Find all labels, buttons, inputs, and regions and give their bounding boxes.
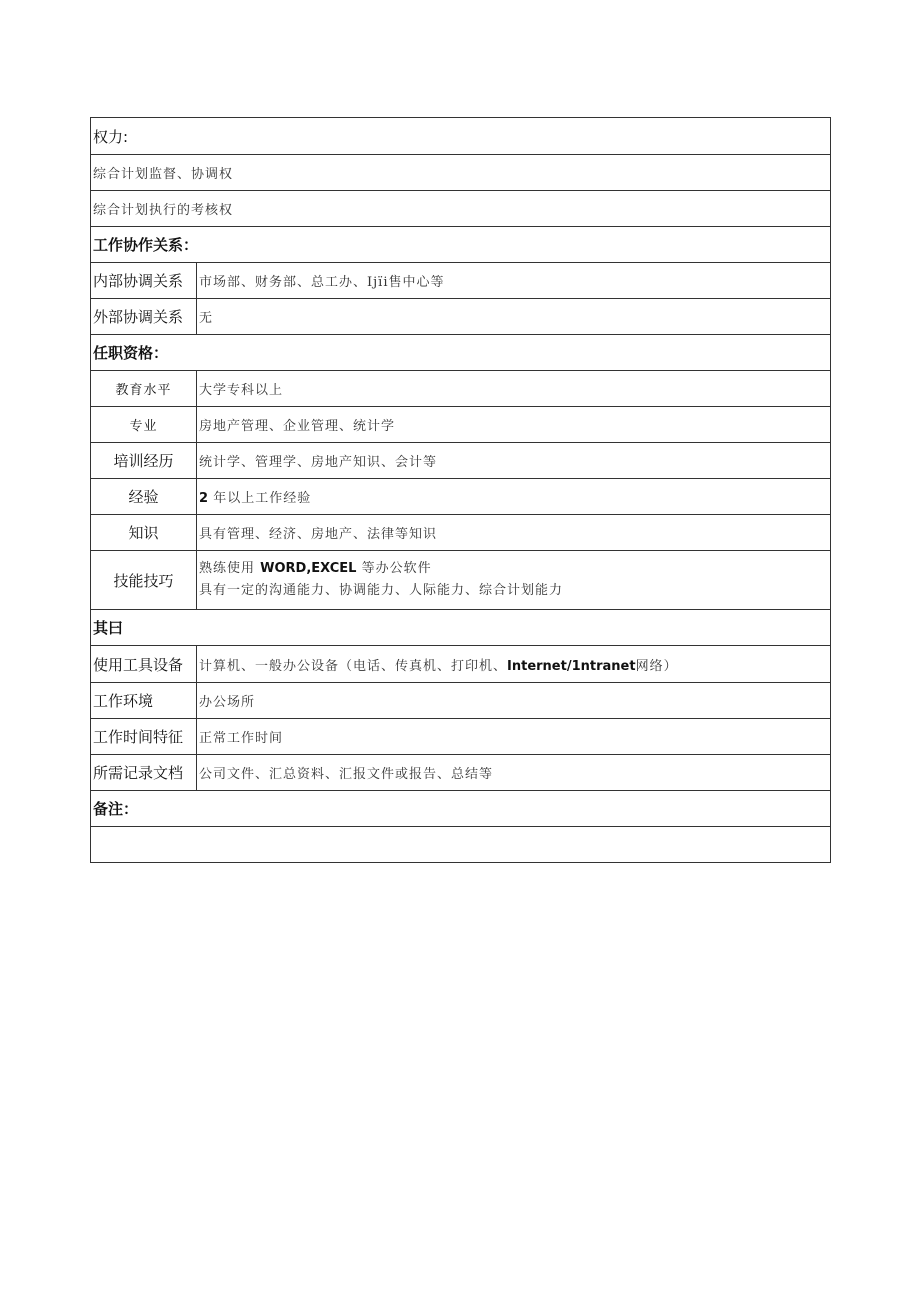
- major-value: 房地产管理、企业管理、统计学: [197, 407, 831, 443]
- knowledge-label: 知识: [91, 515, 197, 551]
- remarks-value: [91, 827, 831, 863]
- remarks-heading-row: [91, 791, 831, 827]
- internal-relations-value: 市场部、财务部、总工办、Ijïi售中心等: [197, 263, 831, 299]
- external-relations-value: 无: [197, 299, 831, 335]
- major-label: 专业: [91, 407, 197, 443]
- relations-heading: 工作协作关系：: [91, 227, 831, 263]
- authority-item-2: 综合计划执行的考核权: [91, 191, 831, 227]
- authority-heading-row: [91, 118, 831, 155]
- internal-relations-label: 内部协调关系: [91, 263, 197, 299]
- authority-heading: 权力:: [91, 118, 831, 155]
- tools-value-network: Internet/1ntranet: [507, 658, 636, 674]
- knowledge-row: [91, 515, 831, 551]
- education-row: [91, 371, 831, 407]
- skills-row: [91, 551, 831, 610]
- experience-value: [197, 479, 831, 515]
- other-heading: 其曰: [91, 610, 831, 646]
- authority-item-row: [91, 155, 831, 191]
- skills-line-2: 具有一定的沟通能力、协调能力、人际能力、综合计划能力: [199, 583, 564, 598]
- experience-label: 经验: [91, 479, 197, 515]
- remarks-row: [91, 827, 831, 863]
- skills-label: 技能技巧: [91, 551, 197, 610]
- major-row: [91, 407, 831, 443]
- records-row: [91, 755, 831, 791]
- experience-row: [91, 479, 831, 515]
- skills-line-1-suffix: 等办公软件: [361, 561, 432, 576]
- tools-value-suffix: 网络）: [635, 658, 678, 674]
- education-value: 大学专科以上: [197, 371, 831, 407]
- work-time-row: [91, 719, 831, 755]
- skills-line-1-prefix: 熟练使用: [199, 561, 256, 576]
- skills-line-1-software: WORD,EXCEL: [260, 561, 357, 576]
- internal-relations-row: [91, 263, 831, 299]
- environment-row: [91, 683, 831, 719]
- qualifications-heading: 任职资格：: [91, 335, 831, 371]
- other-heading-row: [91, 610, 831, 646]
- training-row: [91, 443, 831, 479]
- training-label: 培训经历: [91, 443, 197, 479]
- records-value: 公司文件、汇总资料、汇报文件或报告、总结等: [197, 755, 831, 791]
- tools-row: [91, 646, 831, 683]
- tools-label: 使用工具设备: [91, 646, 197, 683]
- skills-line-1: [199, 558, 828, 580]
- environment-value: 办公场所: [197, 683, 831, 719]
- training-value: 统计学、管理学、房地产知识、会计等: [197, 443, 831, 479]
- records-label: 所需记录文档: [91, 755, 197, 791]
- education-label: 教育水平: [91, 371, 197, 407]
- environment-label: 工作环境: [91, 683, 197, 719]
- external-relations-row: [91, 299, 831, 335]
- authority-item-row: [91, 191, 831, 227]
- remarks-heading: 备注：: [91, 791, 831, 827]
- job-description-table: [90, 117, 831, 863]
- qualifications-heading-row: [91, 335, 831, 371]
- relations-heading-row: [91, 227, 831, 263]
- experience-years: 2: [199, 491, 209, 506]
- tools-value-prefix: 计算机、一般办公设备（电话、传真机、打印机、: [199, 658, 508, 674]
- experience-text: 年以上工作经验: [213, 491, 312, 506]
- tools-value: [197, 646, 831, 683]
- skills-value: [197, 551, 831, 610]
- external-relations-label: 外部协调关系: [91, 299, 197, 335]
- work-time-value: 正常工作时间: [197, 719, 831, 755]
- knowledge-value: 具有管理、经济、房地产、法律等知识: [197, 515, 831, 551]
- work-time-label: 工作时间特征: [91, 719, 197, 755]
- authority-item-1: 综合计划监督、协调权: [91, 155, 831, 191]
